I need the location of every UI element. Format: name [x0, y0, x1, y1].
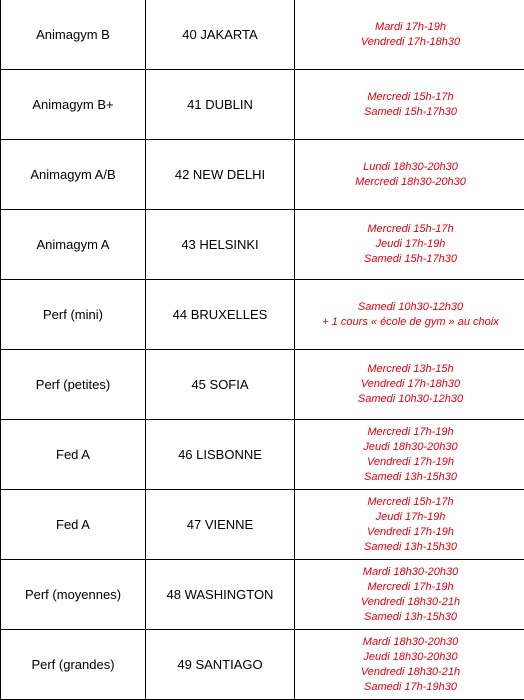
table-row [1, 140, 524, 210]
schedule-time-slot: Mardi 17h-19h [295, 20, 524, 35]
schedule-time-slot: Samedi 13h-15h30 [295, 470, 524, 485]
schedule-time-slot: Mercredi 18h30-20h30 [295, 175, 524, 190]
schedule-time-slot: Mercredi 13h-15h [295, 362, 524, 377]
schedule-times [295, 565, 524, 625]
schedule-cell [295, 350, 524, 420]
schedule-times [295, 635, 524, 695]
schedule-cell [295, 70, 524, 140]
group-cell: Perf (grandes) [1, 630, 146, 700]
schedule-time-slot: Jeudi 18h30-20h30 [295, 650, 524, 665]
class-code-cell: 43 HELSINKI [146, 210, 295, 280]
schedule-time-slot: Mercredi 15h-17h [295, 222, 524, 237]
schedule-time-slot: Samedi 13h-15h30 [295, 610, 524, 625]
class-code-cell: 46 LISBONNE [146, 420, 295, 490]
class-code-cell: 40 JAKARTA [146, 0, 295, 70]
table-row [1, 210, 524, 280]
schedule-time-slot: + 1 cours « école de gym » au choix [295, 315, 524, 330]
class-code-cell: 48 WASHINGTON [146, 560, 295, 630]
class-code-cell: 41 DUBLIN [146, 70, 295, 140]
schedule-times [295, 495, 524, 555]
class-code-cell: 44 BRUXELLES [146, 280, 295, 350]
schedule-cell [295, 210, 524, 280]
schedule-times [295, 90, 524, 120]
group-cell: Perf (petites) [1, 350, 146, 420]
schedule-time-slot: Mercredi 17h-19h [295, 425, 524, 440]
schedule-time-slot: Jeudi 18h30-20h30 [295, 440, 524, 455]
schedule-time-slot: Vendredi 18h30-21h [295, 595, 524, 610]
schedule-times [295, 222, 524, 267]
schedule-time-slot: Jeudi 17h-19h [295, 510, 524, 525]
schedule-time-slot: Mercredi 17h-19h [295, 580, 524, 595]
schedule-cell [295, 0, 524, 70]
class-code-cell: 49 SANTIAGO [146, 630, 295, 700]
group-cell: Animagym A [1, 210, 146, 280]
schedule-time-slot: Lundi 18h30-20h30 [295, 160, 524, 175]
schedule-time-slot: Vendredi 18h30-21h [295, 665, 524, 680]
schedule-time-slot: Vendredi 17h-18h30 [295, 35, 524, 50]
class-code-cell: 45 SOFIA [146, 350, 295, 420]
schedule-cell [295, 140, 524, 210]
schedule-time-slot: Jeudi 17h-19h [295, 237, 524, 252]
group-cell: Fed A [1, 490, 146, 560]
schedule-time-slot: Vendredi 17h-19h [295, 455, 524, 470]
schedule-cell [295, 490, 524, 560]
schedule-times [295, 20, 524, 50]
schedule-time-slot: Mercredi 15h-17h [295, 90, 524, 105]
schedule-times [295, 362, 524, 407]
table-row [1, 560, 524, 630]
group-cell: Perf (moyennes) [1, 560, 146, 630]
table-row [1, 0, 524, 70]
schedule-time-slot: Samedi 15h-17h30 [295, 252, 524, 267]
class-code-cell: 47 VIENNE [146, 490, 295, 560]
schedule-time-slot: Samedi 13h-15h30 [295, 540, 524, 555]
schedule-rows [1, 0, 524, 700]
table-row [1, 350, 524, 420]
schedule-times [295, 425, 524, 485]
table-row [1, 280, 524, 350]
table-row [1, 630, 524, 700]
group-cell: Animagym B [1, 0, 146, 70]
schedule-time-slot: Vendredi 17h-19h [295, 525, 524, 540]
schedule-time-slot: Samedi 15h-17h30 [295, 105, 524, 120]
schedule-times [295, 300, 524, 330]
group-cell: Animagym A/B [1, 140, 146, 210]
group-cell: Animagym B+ [1, 70, 146, 140]
class-code-cell: 42 NEW DELHI [146, 140, 295, 210]
schedule-time-slot: Mardi 18h30-20h30 [295, 565, 524, 580]
schedule-cell [295, 630, 524, 700]
schedule-time-slot: Mardi 18h30-20h30 [295, 635, 524, 650]
table-row [1, 420, 524, 490]
group-cell: Perf (mini) [1, 280, 146, 350]
schedule-time-slot: Samedi 17h-19h30 [295, 680, 524, 695]
schedule-cell [295, 420, 524, 490]
schedule-time-slot: Mercredi 15h-17h [295, 495, 524, 510]
schedule-time-slot: Samedi 10h30-12h30 [295, 300, 524, 315]
schedule-cell [295, 560, 524, 630]
table-row [1, 70, 524, 140]
schedule-time-slot: Samedi 10h30-12h30 [295, 392, 524, 407]
table-row [1, 490, 524, 560]
schedule-cell [295, 280, 524, 350]
group-cell: Fed A [1, 420, 146, 490]
schedule-time-slot: Vendredi 17h-18h30 [295, 377, 524, 392]
schedule-times [295, 160, 524, 190]
